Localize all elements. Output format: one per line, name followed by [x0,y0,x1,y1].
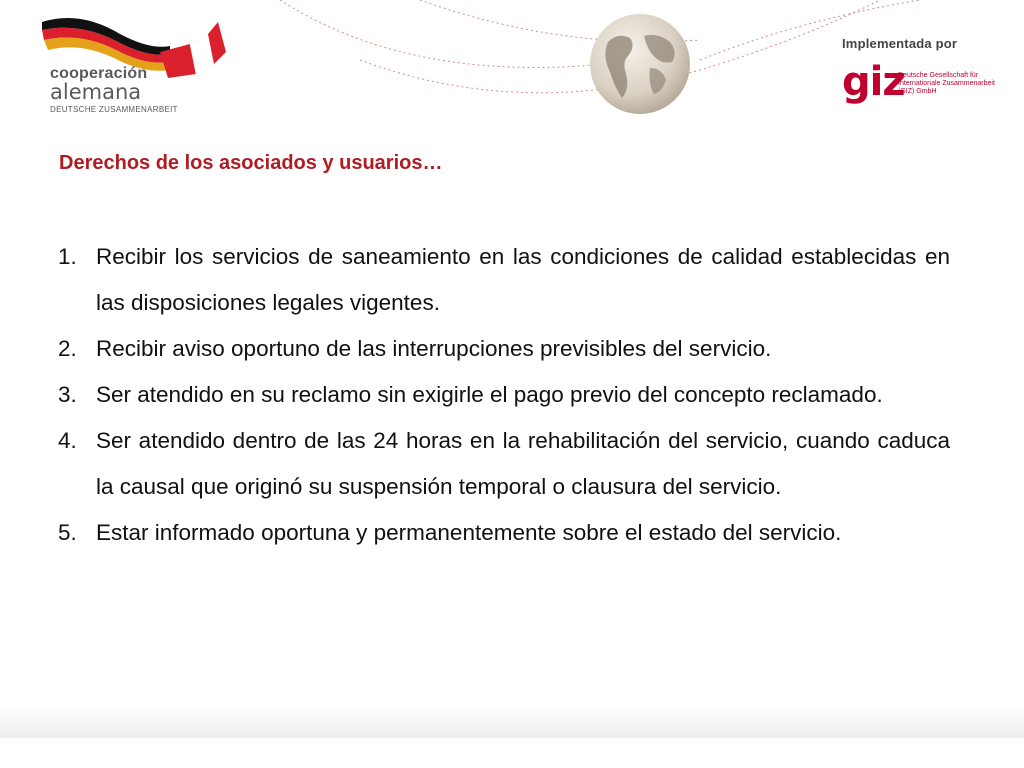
logo-line-cooperacion: cooperación [50,65,148,82]
item-number: 1. [58,244,77,269]
logo-line-deutsche: DEUTSCHE ZUSAMMENARBEIT [50,105,178,114]
footer-band [0,708,1024,738]
item-text: Ser atendido dentro de las 24 horas en la rehabilitación del servicio, cuando caduca la causal que originó su suspensión temporal o clausura del servicio. [96,428,950,499]
giz-organization-name: Deutsche Gesellschaft für Internationale Zusammenarbeit (GIZ) GmbH [898,72,995,95]
logo-line-alemana: alemana [50,80,142,104]
list-item [58,326,950,372]
rights-list [58,234,950,556]
list-item [58,372,950,418]
list-item [58,234,950,326]
item-number: 2. [58,336,77,361]
list-item [58,418,950,510]
item-number: 3. [58,382,77,407]
item-number: 4. [58,428,77,453]
item-text: Recibir los servicios de saneamiento en las condiciones de calidad establecidas en las disposiciones legales vigentes. [96,244,950,315]
implemented-by-label: Implementada por [842,36,958,51]
item-text: Ser atendido en su reclamo sin exigirle el pago previo del concepto reclamado. [96,382,883,407]
item-text: Estar informado oportuna y permanentemente sobre el estado del servicio. [96,520,842,545]
item-text: Recibir aviso oportuno de las interrupciones previsibles del servicio. [96,336,772,361]
list-item [58,510,950,556]
slide-title: Derechos de los asociados y usuarios… [59,152,443,174]
giz-logo: giz [842,59,905,105]
globe-icon [588,12,692,116]
item-number: 5. [58,520,77,545]
